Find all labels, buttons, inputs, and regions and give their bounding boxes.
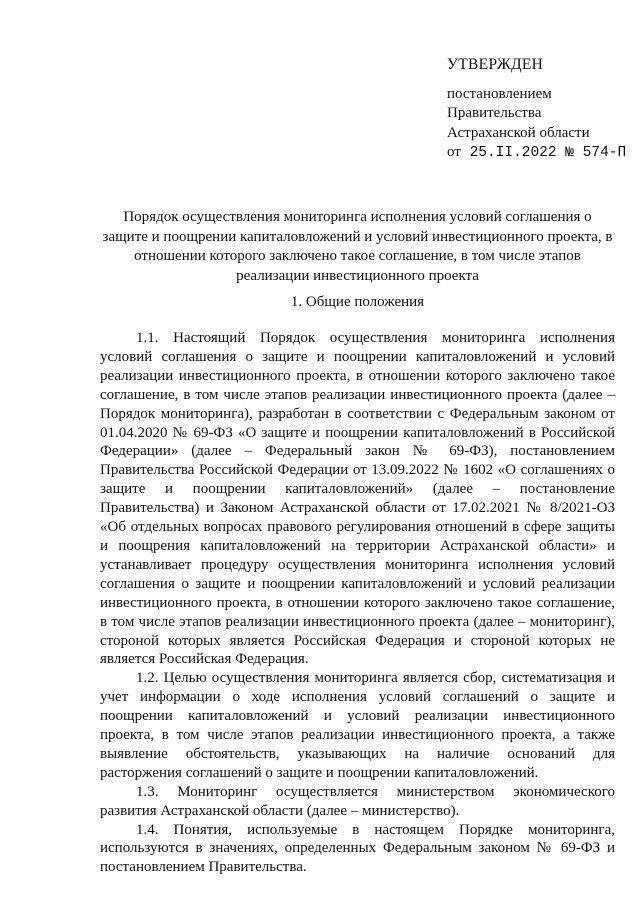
- document-title: Порядок осуществления мониторинга исполнения условий соглашения о защите и поощрении капиталовложений и условий инвестиционного проекта, в отношении которого заключено такое соглашение, в том числе этапов реализации инвестиционного проекта: [102, 209, 613, 284]
- approval-date-value: 25.II.2022: [469, 145, 557, 161]
- approval-date-line: [447, 143, 637, 164]
- approval-header: УТВЕРЖДЕН: [447, 56, 544, 73]
- approval-line-3: Астраханской области: [447, 124, 590, 141]
- paragraph-1-1: 1.1. Настоящий Порядок осуществления мониторинга исполнения условий соглашения о защите и поощрении капиталовложений и условий реализации инвестиционного проекта, в отношении которого заключено такое соглашение, в том числе этапов реализации инвестиционного проекта (далее – Порядок мониторинга), разработан в соответствии с Федеральным законом от 01.04.2020 № 69-ФЗ «О защите и поощрении капиталовложений в Российской Федерации» (далее – Федеральный закон № 69-ФЗ), постановлением Правительства Российской Федерации от 13.09.2022 № 1602 «О соглашениях о защите и поощрении капиталовложений» (далее – постановление Правительства) и Законом Астраханской области от 17.02.2021 № 8/2021-ОЗ «Об отдельных вопросах правового регулирования отношений в сфере защиты и поощрения капиталовложений на территории Астраханской области» и устанавливает процедуру осуществления мониторинга исполнения условий соглашения о защите и поощрении капиталовложений и условий реализации инвестиционного проекта, в отношении которого заключено такое соглашение, в том числе этапов реализации инвестиционного проекта (далее – мониторинг), стороной которых является Российская Федерация и стороной которых не является Российская Федерация.: [100, 330, 615, 668]
- document-body: [100, 329, 615, 877]
- approval-line-2: Правительства: [447, 105, 542, 121]
- approval-number-value: № 574-П: [565, 145, 627, 161]
- paragraph-1-4: 1.4. Понятия, используемые в настоящем Порядке мониторинга, используются в значениях, определенных Федеральным законом № 69-ФЗ и постановлением Правительства.: [100, 821, 615, 876]
- paragraph-1-3: 1.3. Мониторинг осуществляется министерством экономического развития Астраханской области (далее – министерство).: [100, 783, 615, 819]
- paragraph-1-2: 1.2. Целью осуществления мониторинга является сбор, систематизация и учет информации о ходе исполнения условий соглашений о защите и поощрении капиталовложений и условий реализации инвестиционного проекта, в том числе этапов реализации инвестиционного проекта, а также выявление обстоятельств, указывающих на наличие оснований для расторжения соглашений о защите и поощрении капиталовложений.: [100, 670, 615, 781]
- approval-date-prefix: от: [447, 144, 461, 160]
- approval-line-1: постановлением: [447, 85, 552, 102]
- section-heading: 1. Общие положения: [290, 294, 425, 310]
- approval-stamp-block: [447, 55, 637, 164]
